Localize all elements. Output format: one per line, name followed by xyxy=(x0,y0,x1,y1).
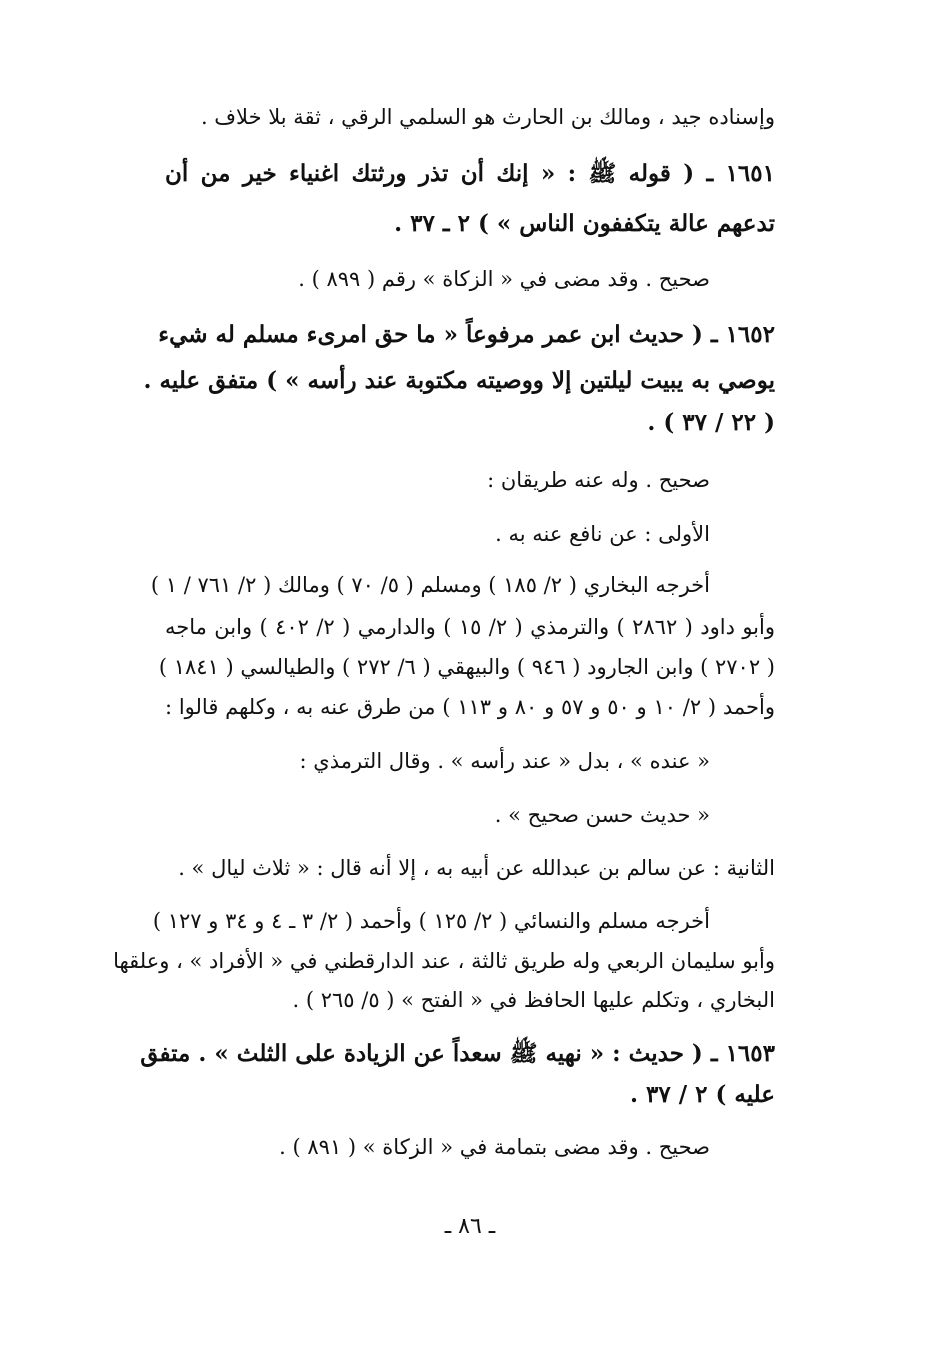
hadith-1653-line-2: عليه ) ٢ / ٣٧ . xyxy=(629,1081,775,1108)
text-line-1: وإسناده جيد ، ومالك بن الحارث هو السلمي الرقي ، ثقة بلا خلاف . xyxy=(200,105,775,129)
hadith-1652-line-3: ( ٢٢ / ٣٧ ) . xyxy=(647,409,775,436)
hadith-1653-line-1: ١٦٥٣ ـ ( حديث : « نهيه ﷺ سعداً عن الزيادة على الثلث » . متفق xyxy=(140,1040,775,1067)
hadith-1652-line-2: يوصي به يبيت ليلتين إلا ووصيته مكتوبة عند رأسه » ) متفق عليه . xyxy=(143,367,775,394)
hadith-1651-line-2: تدعهم عالة يتكففون الناس » ) ٢ ـ ٣٧ . xyxy=(394,210,775,237)
takhrij2-line-1: أخرجه مسلم والنسائي ( ٢/ ١٢٥ ) وأحمد ( ٢/ ٣ ـ ٤ و ٣٤ و ١٢٧ ) xyxy=(152,909,710,933)
hadith-1652-line-1: ١٦٥٢ ـ ( حديث ابن عمر مرفوعاً « ما حق امرىء مسلم له شيء xyxy=(158,321,775,348)
page-number: ـ ٨٦ ـ xyxy=(444,1214,496,1239)
quote-line-2: « حديث حسن صحيح » . xyxy=(494,803,710,827)
hadith-1651-line-1: ١٦٥١ ـ ( قوله ﷺ : « إنك أن تذر ورثتك اغنياء خير من أن xyxy=(165,160,775,187)
quote-line-1: « عنده » ، بدل « عند رأسه » . وقال الترمذي : xyxy=(299,749,710,773)
grading-line-1651: صحيح . وقد مضى في « الزكاة » رقم ( ٨٩٩ ) . xyxy=(298,267,710,291)
first-route-line: الأولى : عن نافع عنه به . xyxy=(495,522,710,546)
takhrij-line-1: أخرجه البخاري ( ٢/ ١٨٥ ) ومسلم ( ٥/ ٧٠ ) ومالك ( ٢/ ٧٦١ / ١ ) xyxy=(150,573,710,597)
takhrij-line-4: وأحمد ( ٢/ ١٠ و ٥٠ و ٥٧ و ٨٠ و ١١٣ ) من طرق عنه به ، وكلهم قالوا : xyxy=(165,695,775,719)
takhrij2-line-3: البخاري ، وتكلم عليها الحافظ في « الفتح » ( ٥/ ٢٦٥ ) . xyxy=(292,988,775,1012)
takhrij-line-3: ( ٢٧٠٢ ) وابن الجارود ( ٩٤٦ ) والبيهقي ( ٦/ ٢٧٢ ) والطيالسي ( ١٨٤١ ) xyxy=(158,655,775,679)
grading-line-1653: صحيح . وقد مضى بتمامة في « الزكاة » ( ٨٩١ ) . xyxy=(279,1135,710,1159)
grading-line-1652: صحيح . وله عنه طريقان : xyxy=(487,468,710,492)
second-route-line: الثانية : عن سالم بن عبدالله عن أبيه به ، إلا أنه قال : « ثلاث ليال » . xyxy=(178,856,775,880)
takhrij-line-2: وأبو داود ( ٢٨٦٢ ) والترمذي ( ٢/ ١٥ ) والدارمي ( ٢/ ٤٠٢ ) وابن ماجه xyxy=(165,615,775,639)
takhrij2-line-2: وأبو سليمان الربعي وله طريق ثالثة ، عند الدارقطني في « الأفراد » ، وعلقها xyxy=(113,949,775,973)
